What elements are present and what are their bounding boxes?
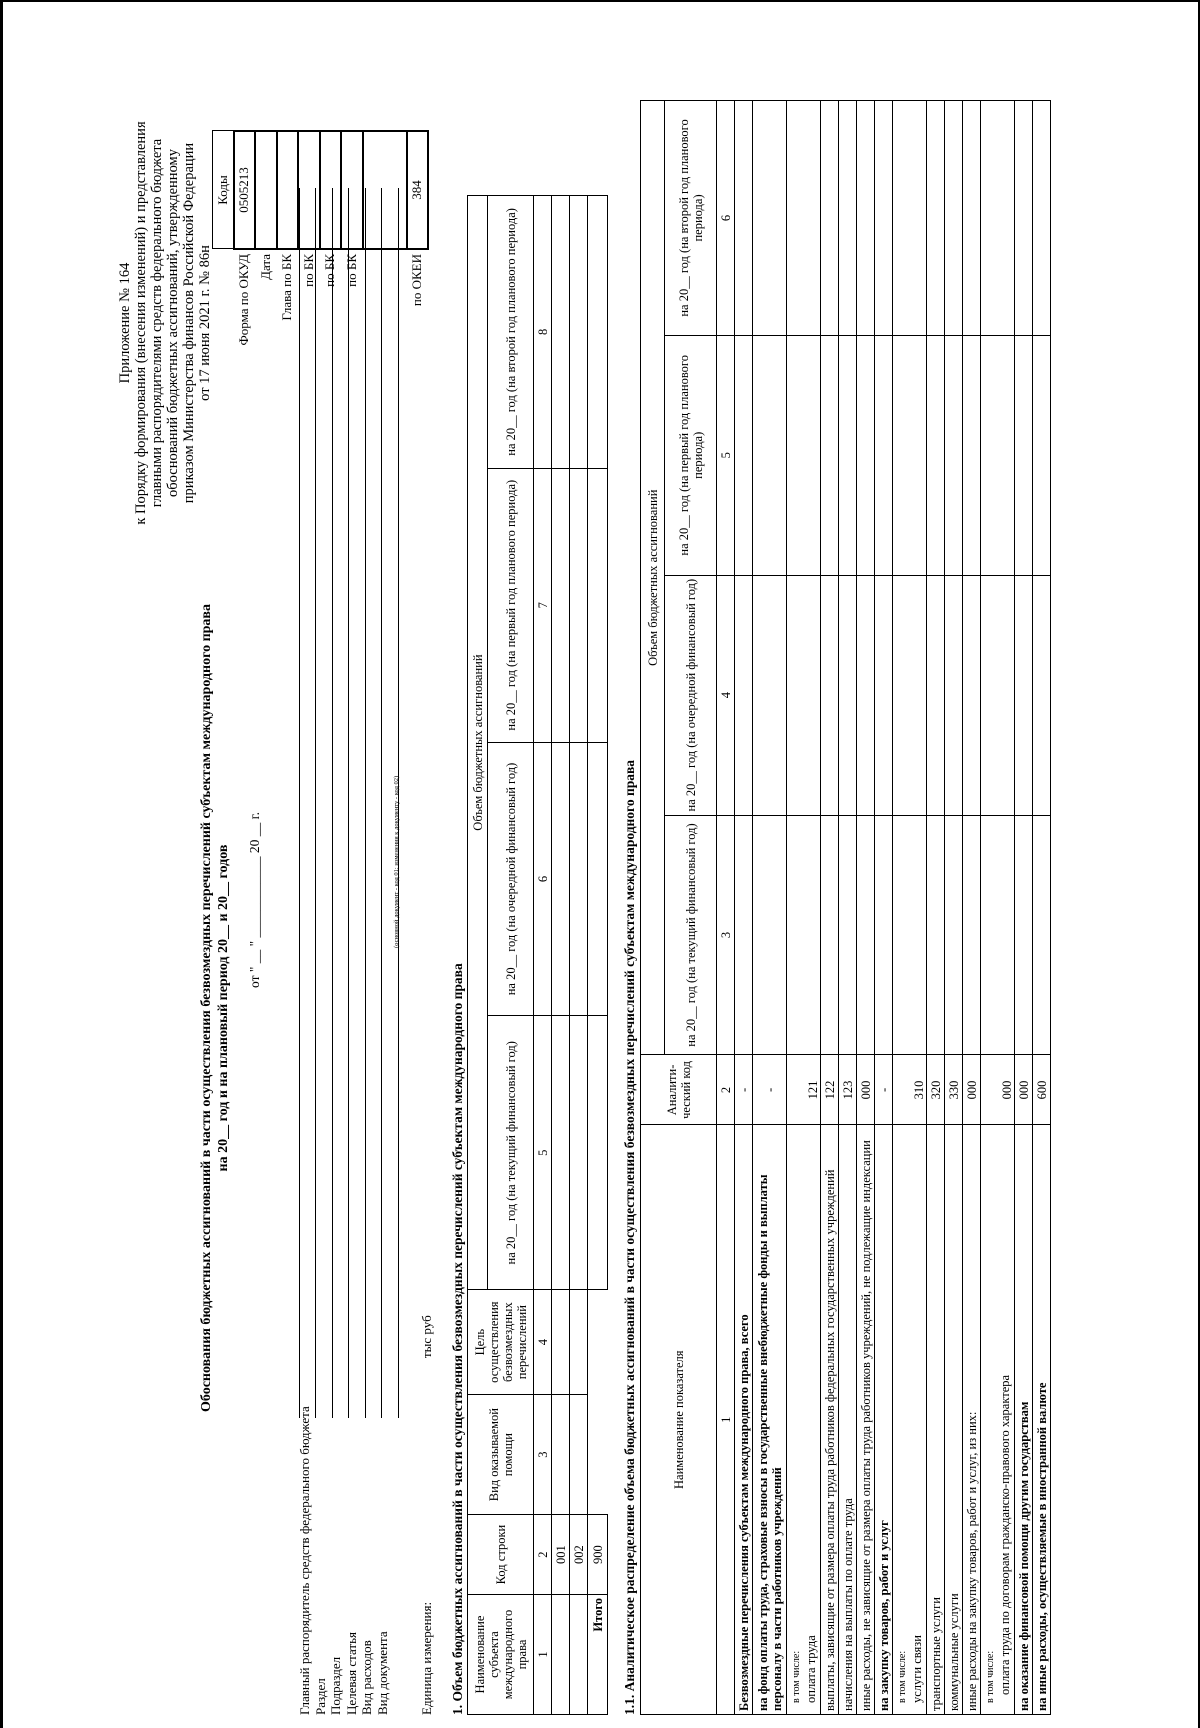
s1-cell[interactable] [552, 1290, 570, 1395]
header-field-label: Целевая статья [343, 1631, 359, 1715]
s2-row-prefix: в том числе: [790, 1650, 802, 1703]
s1-cell[interactable] [588, 468, 608, 742]
s2-row-name: транспортные услуги [927, 1125, 945, 1715]
s2-cell[interactable] [875, 335, 893, 575]
s1-cell[interactable] [588, 742, 608, 1016]
s2-cell[interactable] [945, 335, 963, 575]
codes-label: Глава по БК [279, 254, 295, 321]
s2-cell[interactable] [963, 335, 981, 575]
form-date[interactable]: от " __ " ____________ 20 __ г. [247, 811, 262, 988]
appendix-line: от 17 июня 2021 г. № 86н [197, 245, 213, 401]
s1-col-subject: Наименование субъекта международного права [468, 1595, 534, 1715]
s2-cell[interactable] [981, 101, 1015, 336]
table-row [981, 101, 1015, 1715]
s2-cell[interactable] [1033, 575, 1051, 815]
s1-col-y2: на 20__ год (на очередной финансовый год) [488, 742, 534, 1016]
s2-cell[interactable] [839, 575, 857, 815]
form-title-line: Обоснования бюджетных ассигнований в части осуществления безвозмездных перечислений субъектам международного права [199, 604, 214, 1413]
table-row [753, 101, 787, 1715]
s1-cell[interactable] [552, 196, 570, 469]
table-row [839, 101, 857, 1715]
s2-row-code: 000 [981, 1055, 1015, 1125]
header-field-lines [283, 188, 399, 1418]
table-row [893, 101, 927, 1715]
s2-cell[interactable] [1015, 335, 1033, 575]
s2-cell[interactable] [857, 575, 875, 815]
s2-cell[interactable] [1033, 815, 1051, 1055]
s2-colnum: 5 [717, 335, 735, 575]
table-row [787, 101, 821, 1715]
s2-row-name: на фонд оплаты труда, страховые взносы в государственные внебюджетные фонды и выплаты персоналу в части работников учреждений [753, 1125, 787, 1715]
s2-cell[interactable] [945, 575, 963, 815]
s2-row-code: 320 [927, 1055, 945, 1125]
s2-colnum: 1 [717, 1125, 735, 1715]
s2-cell[interactable] [735, 815, 753, 1055]
form-title [198, 488, 232, 1528]
s2-cell[interactable] [857, 101, 875, 336]
s1-cell[interactable] [570, 1595, 588, 1715]
unit-label: Единица измерения: [419, 1601, 434, 1715]
s1-total-label: Итого [588, 1595, 608, 1715]
s1-cell[interactable] [552, 1016, 570, 1290]
header-field-line[interactable] [300, 188, 317, 1418]
s1-col-y4: на 20__ год (на второй год планового периода) [488, 196, 534, 469]
header-fields [297, 1406, 390, 1715]
s1-col-y1: на 20__ год (на текущий финансовый год) [488, 1016, 534, 1290]
s2-col-y1: на 20__ год (на текущий финансовый год) [665, 815, 717, 1055]
s1-col-purpose: Цель осуществления безвозмездных перечислений [468, 1290, 534, 1395]
table-row [821, 101, 839, 1715]
s2-row-name: на иные расходы, осуществляемые в иностранной валюте [1033, 1125, 1051, 1715]
s2-cell[interactable] [857, 815, 875, 1055]
s2-cell[interactable] [857, 335, 875, 575]
s2-row-name: начисления на выплаты по оплате труда [839, 1125, 857, 1715]
s2-cell[interactable] [787, 335, 821, 575]
s1-colnum: 1 [534, 1595, 552, 1715]
s2-colnum: 4 [717, 575, 735, 815]
s2-cell[interactable] [1033, 101, 1051, 336]
s1-col-code: Код строки [468, 1515, 534, 1595]
s2-row-code: - [735, 1055, 753, 1125]
s1-colnum: 5 [534, 1016, 552, 1290]
s2-row-prefix: в том числе: [984, 1650, 996, 1703]
s2-row-code: 000 [857, 1055, 875, 1125]
s2-row-name: на оказание финансовой помощи другим государствам [1015, 1125, 1033, 1715]
s2-cell[interactable] [875, 815, 893, 1055]
s1-cell[interactable] [552, 1595, 570, 1715]
s2-group-header: Объем бюджетных ассигнований [641, 101, 665, 1055]
table-row [1033, 101, 1051, 1715]
appendix-line: главными распорядителями средств федерального бюджета [149, 138, 165, 508]
s1-cell[interactable] [588, 196, 608, 469]
s2-row-name: иные расходы на закупку товаров, работ и услуг, из них: [963, 1125, 981, 1715]
header-field-label: Вид документа [374, 1631, 390, 1715]
s2-cell[interactable] [963, 575, 981, 815]
s2-row-code: 330 [945, 1055, 963, 1125]
s2-cell[interactable] [821, 335, 839, 575]
s2-cell[interactable] [821, 575, 839, 815]
s1-colnum: 2 [534, 1515, 552, 1595]
s1-row-code: 002 [570, 1515, 588, 1595]
s2-cell[interactable] [735, 101, 753, 336]
s2-col-y3: на 20__ год (на первый год планового периода) [665, 335, 717, 575]
table-row [963, 101, 981, 1715]
s1-cell[interactable] [552, 742, 570, 1016]
s1-colnum: 3 [534, 1395, 552, 1515]
header-field-line[interactable] [283, 188, 300, 1418]
s1-cell[interactable] [552, 1395, 570, 1515]
s2-cell[interactable] [735, 575, 753, 815]
section1-title: 1. Объем бюджетных ассигнований в части осуществления безвозмездных перечислений субъектам международного права [450, 963, 465, 1715]
s2-cell[interactable] [821, 101, 839, 336]
s2-row-code: 121 [787, 1055, 821, 1125]
s2-cell[interactable] [945, 101, 963, 336]
appendix-line: обоснований бюджетных ассигнований, утвержденному [165, 149, 181, 497]
s2-row-name: оплата труда [803, 1635, 818, 1703]
s2-row-code: 310 [893, 1055, 927, 1125]
s2-cell[interactable] [963, 815, 981, 1055]
header-field-line[interactable] [349, 188, 366, 1418]
s1-cell[interactable] [570, 1395, 588, 1515]
s2-row-code: - [753, 1055, 787, 1125]
s2-row-code: - [875, 1055, 893, 1125]
s2-cell[interactable] [787, 575, 821, 815]
s2-row-name: услуги связи [909, 1635, 924, 1703]
s2-cell[interactable] [821, 815, 839, 1055]
s2-cell[interactable] [1015, 575, 1033, 815]
header-field-label: Раздел [312, 1678, 328, 1715]
s2-cell[interactable] [893, 815, 927, 1055]
s2-colnum: 6 [717, 101, 735, 336]
s2-col-code: Аналити-ческий код [641, 1055, 717, 1125]
appendix-line: приказом Министерства финансов Российской Федерации [181, 142, 197, 504]
s2-row-code: 123 [839, 1055, 857, 1125]
codes-header: Коды [213, 131, 234, 249]
codes-label: Дата [257, 254, 273, 280]
s1-total-code: 900 [588, 1515, 608, 1595]
code-okud: 0505213 [234, 131, 256, 249]
s2-row-code: 000 [1015, 1055, 1033, 1125]
s2-cell[interactable] [787, 815, 821, 1055]
table-row [570, 196, 588, 1715]
s2-row-name: иные расходы, не зависящие от размера оплаты труда работников учреждений, не подлежащие индексации [857, 1125, 875, 1715]
s2-colnum: 2 [717, 1055, 735, 1125]
s2-cell[interactable] [927, 815, 945, 1055]
s2-row-name: на закупку товаров, работ и услуг [875, 1125, 893, 1715]
s2-cell[interactable] [753, 575, 787, 815]
s1-colnum: 7 [534, 468, 552, 742]
s2-row-name: коммунальные услуги [945, 1125, 963, 1715]
s2-cell[interactable] [875, 101, 893, 336]
s2-cell[interactable] [753, 101, 787, 336]
codes-label: по БК [322, 254, 338, 287]
header-field-line[interactable] [333, 188, 350, 1418]
s2-col-y2: на 20__ год (на очередной финансовый год) [665, 575, 717, 815]
table-row [552, 196, 570, 1715]
s2-cell[interactable] [753, 815, 787, 1055]
section2-table [640, 100, 1051, 1715]
header-field-line[interactable] [316, 188, 333, 1418]
s2-col-y4: на 20__ год (на второй год планового периода) [665, 101, 717, 336]
s2-cell[interactable] [839, 335, 857, 575]
s2-row-name: Безвозмездные перечисления субъектам международного права, всего [735, 1125, 753, 1715]
s2-row-code: 000 [963, 1055, 981, 1125]
s2-cell[interactable] [927, 335, 945, 575]
section2-title: 1.1. Аналитическое распределение объема бюджетных ассигнований в части осуществления безвозмездных перечислений субъектам международного права [622, 759, 637, 1715]
s1-cell[interactable] [552, 468, 570, 742]
s2-row-code: 122 [821, 1055, 839, 1125]
appendix-number: Приложение № 164 [117, 262, 133, 384]
table-row [857, 101, 875, 1715]
s2-cell[interactable] [735, 335, 753, 575]
unit-value: тыс руб [419, 1315, 434, 1358]
codes-label: по БК [343, 254, 359, 287]
s2-cell[interactable] [893, 101, 927, 336]
header-field-line[interactable] [366, 188, 383, 1418]
s2-cell[interactable] [927, 575, 945, 815]
s1-group-header: Объем бюджетных ассигнований [468, 196, 488, 1290]
header-field-label: Подраздел [328, 1656, 343, 1715]
s2-col-name: Наименование показателя [641, 1125, 717, 1715]
codes-label: по БК [300, 254, 316, 287]
s2-cell[interactable] [753, 335, 787, 575]
s1-colnum: 8 [534, 196, 552, 469]
s2-cell[interactable] [839, 101, 857, 336]
s1-cell[interactable] [570, 1290, 588, 1395]
code-okei: 384 [407, 131, 429, 249]
s1-col-aid-type: Вид оказываемой помощи [468, 1395, 534, 1515]
doc-type-note: (основной документ - код 01; изменения к документу - код 02) [393, 775, 400, 948]
table-row [875, 101, 893, 1715]
s2-cell[interactable] [893, 335, 927, 575]
s2-row-code: 600 [1033, 1055, 1051, 1125]
form-title-period: на 20__ год и на плановый период 20__ и 20__ годов [216, 844, 231, 1172]
s1-cell[interactable] [570, 742, 588, 1016]
s2-cell[interactable] [893, 575, 927, 815]
s2-cell[interactable] [839, 815, 857, 1055]
table-row [945, 101, 963, 1715]
s1-row-code: 001 [552, 1515, 570, 1595]
s2-cell[interactable] [963, 101, 981, 336]
s2-cell[interactable] [927, 101, 945, 336]
s2-cell[interactable] [875, 575, 893, 815]
s1-colnum: 4 [534, 1290, 552, 1395]
s2-cell[interactable] [1033, 335, 1051, 575]
s2-cell[interactable] [945, 815, 963, 1055]
s1-cell[interactable] [570, 468, 588, 742]
header-field-label: Главный распорядитель средств федерального бюджета [297, 1406, 312, 1715]
s2-cell[interactable] [981, 575, 1015, 815]
section1-table [467, 195, 608, 1715]
s2-cell[interactable] [981, 815, 1015, 1055]
s2-cell[interactable] [787, 101, 821, 336]
code-date[interactable] [255, 131, 277, 249]
s2-cell[interactable] [1015, 101, 1033, 336]
table-row [1015, 101, 1033, 1715]
s2-row-name: оплата труда по договорам гражданско-правового характера [997, 1374, 1012, 1695]
s1-col-y3: на 20__ год (на первый год планового периода) [488, 468, 534, 742]
codes-label: Форма по ОКУД [236, 254, 252, 346]
s1-cell[interactable] [570, 1016, 588, 1290]
s2-cell[interactable] [1015, 815, 1033, 1055]
s2-row-prefix: в том числе: [896, 1650, 908, 1703]
appendix-line: к Порядку формирования (внесения изменений) и представления [133, 121, 149, 525]
table-row [927, 101, 945, 1715]
s1-cell[interactable] [570, 196, 588, 469]
appendix-header [117, 108, 213, 538]
table-row [735, 101, 753, 1715]
s2-cell[interactable] [981, 335, 1015, 575]
s1-cell[interactable] [588, 1016, 608, 1290]
s1-colnum: 6 [534, 742, 552, 1016]
codes-label: по ОКЕИ [409, 254, 425, 307]
s2-colnum: 3 [717, 815, 735, 1055]
s2-row-name: выплаты, зависящие от размера оплаты труда работников федеральных государственных учреждений [821, 1125, 839, 1715]
total-row [588, 196, 608, 1715]
header-field-label: Вид расходов [359, 1640, 374, 1715]
